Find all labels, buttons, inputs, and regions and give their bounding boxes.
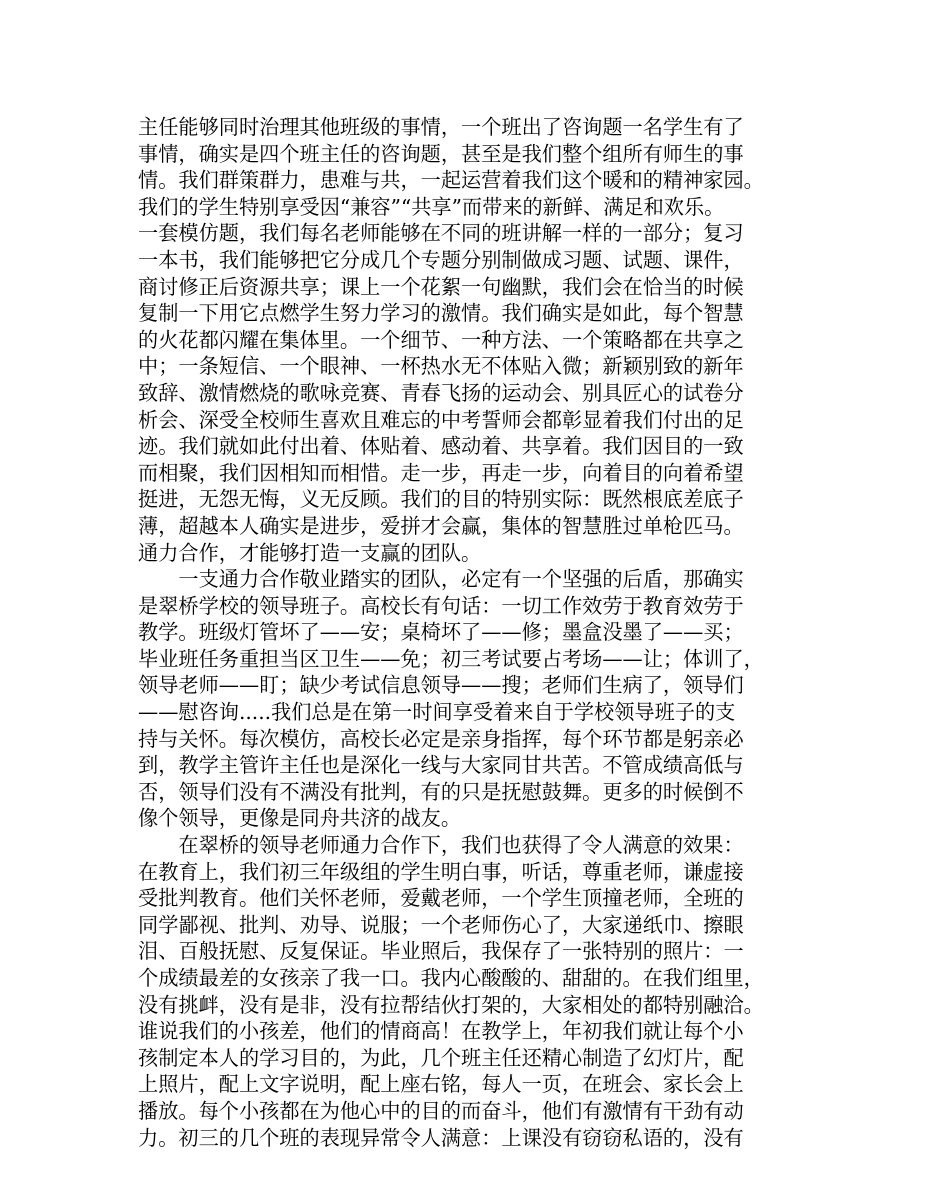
text-line: 在教育上，我们初三年级组的学生明白事，听话，尊重老师，谦虚接 bbox=[138, 859, 744, 884]
text-line: ——慰咨询.....我们总是在第一时间享受着来自于学校领导班子的支 bbox=[138, 700, 736, 725]
text-line: 挺进，无怨无悔，义无反顾。我们的目的特别实际：既然根底差底子 bbox=[138, 487, 744, 512]
text-line: 否，领导们没有不满没有批判，有的只是抚慰鼓舞。更多的时候倒不 bbox=[138, 779, 744, 804]
text-line: 泪、百般抚慰、反复保证。毕业照后，我保存了一张特别的照片：一 bbox=[138, 939, 744, 964]
text-line: 一套模仿题，我们每名老师能够在不同的班讲解一样的一部分；复习 bbox=[138, 221, 744, 246]
text-line: 薄，超越本人确实是进步，爱拼才会赢，集体的智慧胜过单枪匹马。 bbox=[138, 513, 744, 538]
text-line: 我们的学生特别享受因“兼容”“共享”而带来的新鲜、满足和欢乐。 bbox=[138, 194, 725, 219]
paragraph-start-line: 在翠桥的领导老师通力合作下，我们也获得了令人满意的效果： bbox=[138, 833, 744, 858]
text-line: 中；一条短信、一个眼神、一杯热水无不体贴入微；新颖别致的新年 bbox=[138, 354, 744, 379]
text-line: 力。初三的几个班的表现异常令人满意：上课没有窃窃私语的，没有 bbox=[138, 1125, 744, 1150]
text-line: 像个领导，更像是同舟共济的战友。 bbox=[138, 806, 462, 831]
text-line: 的火花都闪耀在集体里。一个细节、一种方法、一个策略都在共享之 bbox=[138, 327, 744, 352]
text-line: 毕业班任务重担当区卫生——免；初三考试要占考场——让；体训了， bbox=[138, 646, 764, 671]
text-line: 一本书，我们能够把它分成几个专题分别制做成习题、试题、课件， bbox=[138, 247, 744, 272]
text-line: 同学鄙视、批判、劝导、说服；一个老师伤心了，大家递纸巾、擦眼 bbox=[138, 912, 744, 937]
document-body-text bbox=[138, 114, 818, 1151]
text-line: 到，教学主管许主任也是深化一线与大家同甘共苦。不管成绩高低与 bbox=[138, 753, 744, 778]
text-line: 析会、深受全校师生喜欢且难忘的中考誓师会都彰显着我们付出的足 bbox=[138, 407, 744, 432]
text-line: 迹。我们就如此付出着、体贴着、感动着、共享着。我们因目的一致 bbox=[138, 434, 744, 459]
text-line: 教学。班级灯管坏了——安；桌椅坏了——修；墨盒没墨了——买； bbox=[138, 620, 744, 645]
text-line: 通力合作，才能够打造一支赢的团队。 bbox=[138, 540, 482, 565]
text-line: 播放。每个小孩都在为他心中的目的而奋斗，他们有激情有干劲有动 bbox=[138, 1098, 744, 1123]
text-line: 致辞、激情燃烧的歌咏竞赛、青春飞扬的运动会、别具匠心的试卷分 bbox=[138, 380, 744, 405]
text-line: 上照片，配上文字说明，配上座右铭，每人一页，在班会、家长会上 bbox=[138, 1072, 744, 1097]
text-line: 孩制定本人的学习目的，为此，几个班主任还精心制造了幻灯片，配 bbox=[138, 1045, 744, 1070]
text-line: 事情，确实是四个班主任的咨询题，甚至是我们整个组所有师生的事 bbox=[138, 141, 744, 166]
text-line: 而相聚，我们因相知而相惜。走一步，再走一步，向着目的向着希望 bbox=[138, 460, 744, 485]
paragraph-start-line: 一支通力合作敬业踏实的团队，必定有一个坚强的后盾，那确实 bbox=[138, 567, 744, 592]
text-line: 个成绩最差的女孩亲了我一口。我内心酸酸的、甜甜的。在我们组里， bbox=[138, 966, 764, 990]
text-line: 没有挑衅，没有是非，没有拉帮结伙打架的，大家相处的都特别融洽。 bbox=[138, 992, 764, 1017]
text-line: 谁说我们的小孩差，他们的情商高！在教学上，年初我们就让每个小 bbox=[138, 1019, 744, 1044]
text-line: 商讨修正后资源共享；课上一个花絮一句幽默，我们会在恰当的时候 bbox=[138, 274, 744, 299]
text-line: 复制一下用它点燃学生努力学习的激情。我们确实是如此，每个智慧 bbox=[138, 301, 744, 326]
text-line: 主任能够同时治理其他班级的事情，一个班出了咨询题一名学生有了 bbox=[138, 115, 744, 139]
text-line: 受批判教育。他们关怀老师，爱戴老师，一个学生顶撞老师，全班的 bbox=[138, 886, 744, 911]
text-line: 领导老师——盯；缺少考试信息领导——搜；老师们生病了，领导们 bbox=[138, 673, 744, 698]
text-line: 持与关怀。每次模仿，高校长必定是亲身指挥，每个环节都是躬亲必 bbox=[138, 726, 744, 751]
text-line: 是翠桥学校的领导班子。高校长有句话：一切工作效劳于教育效劳于 bbox=[138, 593, 744, 618]
text-line: 情。我们群策群力，患难与共，一起运营着我们这个暖和的精神家园。 bbox=[138, 168, 764, 193]
